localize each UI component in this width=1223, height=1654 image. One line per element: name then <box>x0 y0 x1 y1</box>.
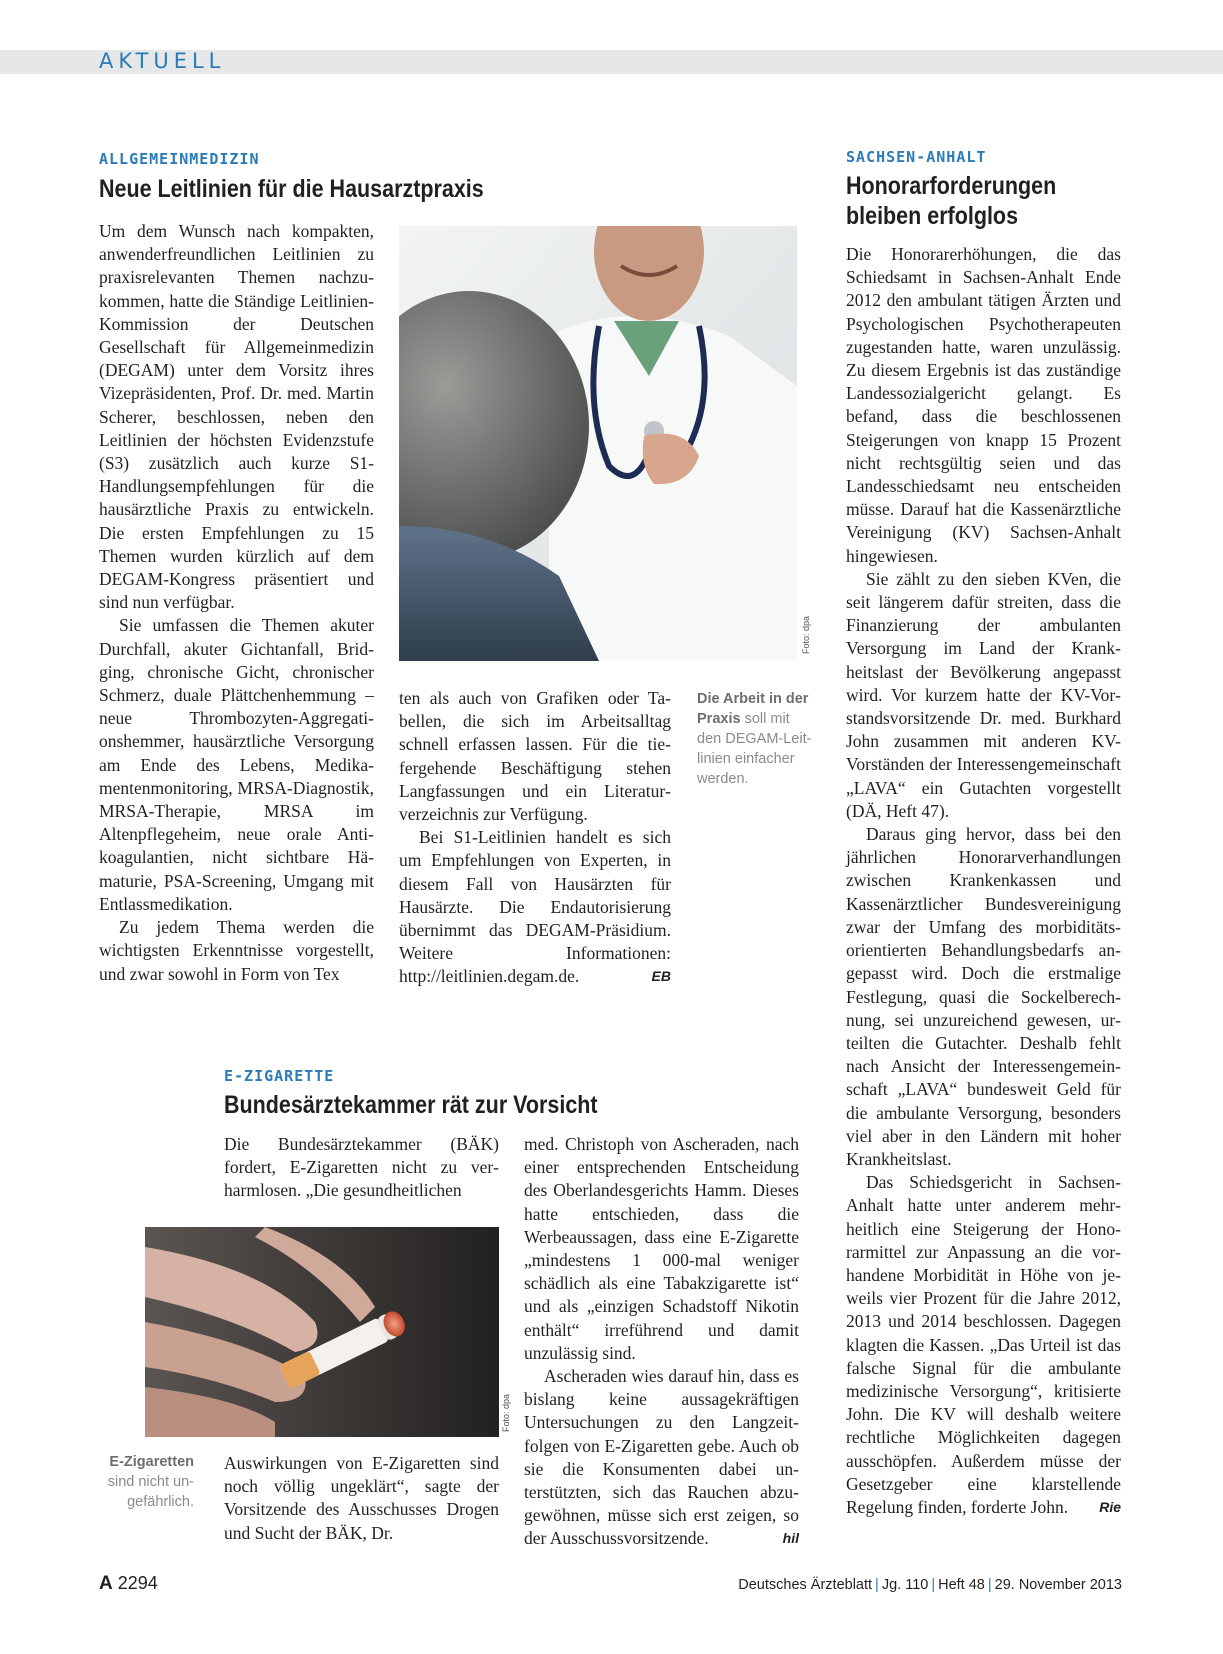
article1-caption <box>697 689 817 789</box>
cigarette-photo-illustration <box>145 1227 499 1437</box>
article1-column-2 <box>399 687 671 989</box>
article3-paragraph <box>524 1365 799 1551</box>
article3-signature: hil <box>782 1530 799 1547</box>
article3-photo-credit: Foto: dpa <box>501 1393 511 1432</box>
cigarette-photo <box>145 1227 499 1437</box>
article3-kicker: E-ZIGARETTE <box>224 1067 335 1085</box>
doctor-photo-illustration <box>399 226 797 661</box>
article2-paragraph <box>846 1171 1121 1519</box>
journal-name: Deutsches Ärzteblatt <box>738 1577 873 1593</box>
article2-headline-line-1: Honorarforderungen <box>846 172 1057 200</box>
article2-paragraph: Die Honorarerhöhungen, die das Schiedsamt in Sachsen-Anhalt Ende 2012 den ambulant tätigen Ärzten und Psychologischen Psychotherapeuten zugestanden hatte, waren unzulässig. Zu diesem Ergebnis ist das zuständige Landessozialgericht gelangt. Es befand, dass die beschlossenen Steigerungen von knapp 15 Prozent nicht rechtsgültig seien und das Landesschiedsamt neu entscheiden müsse. Darauf hat die Kassenärztliche Vereinigung (KV) Sachsen-Anhalt hingewiesen. <box>846 244 1121 566</box>
article2-signature: Rie <box>1099 1498 1121 1515</box>
article3-paragraph: Die Bundesärztekammer (BÄK) fordert, E-Zigaretten nicht zu verharmlosen. „Die gesundheitlichen <box>224 1134 499 1201</box>
article3-paragraph-text: Ascheraden wies darauf hin, dass es bislang keine aussagekräftigen Untersuchungen zu den Langzeitfolgen von E-Zigaretten gebe. Auch ob sie die Konsumenten dabei unterstützten, sich das Rauchen abzugewöhnen, müsse sich erst zeigen, so der Ausschussvorsitzende. <box>524 1366 799 1549</box>
article1-kicker: ALLGEMEINMEDIZIN <box>99 150 260 168</box>
separator: | <box>987 1577 992 1593</box>
article2-headline-line-2: bleiben erfolglos <box>846 202 1019 230</box>
article2-paragraph-text: Das Schiedsgericht in Sachsen-Anhalt hatte unter anderem mehrheitlich eine Steigerung der Honorarmittel zur Anpassung an die vorhandene Morbidität in Höhe von jeweils vier Prozent für die Jahre 2012, 2013 und 2014 beschlossen. Dagegen klagten die Kassen. „Das Urteil ist das falsche Signal für die ambulante medizinische Versorgung“, kritisierte John. Die KV will deshalb weitere rechtliche Möglichkeiten dagegen ausschöpfen. Außerdem müsse der Gesetzgeber eine klarstellende Regelung finden, forderte John. <box>846 1172 1121 1517</box>
journal-issue: Heft 48 <box>938 1577 985 1593</box>
article2-paragraph: Daraus ging hervor, dass bei den jährlichen Honorarverhandlungen zwischen Krankenkassen und Kassenärztlicher Bundesvereinigung zwar der Umfang des morbiditätsorientierten Behandlungsbedarfs angepasst wird. Doch die erstmalige Festlegung, quasi die Sockelberechnung, sei unzureichend gewesen, urteilten die Gutachter. Deshalb fehlt nach Ansicht der Interessengemeinschaft „LAVA“ bundesweit Geld für die ambulante Versorgung, besonders viel aber in den Ländern mit hoher Krankheitslast. <box>846 824 1121 1169</box>
article3-caption-text: sind nicht ungefährlich. <box>107 1474 194 1510</box>
article1-paragraph-text: Bei S1-Leitlinien handelt es sich um Empfehlungen von Experten, in diesem Fall von Hausärzten für Hausärzte. Die Endautorisierung übernimmt das DEGAM-Präsidium. Weitere Informationen: http://leitlinien.degam.de. <box>399 827 671 987</box>
article3-column-2 <box>524 1133 799 1551</box>
journal-volume: Jg. 110 <box>881 1577 929 1593</box>
page-number <box>99 1573 158 1595</box>
doctor-photo <box>399 226 797 661</box>
article3-column-1-top <box>224 1133 499 1203</box>
journal-date: 29. November 2013 <box>994 1577 1122 1593</box>
article1-photo-credit: Foto: dpa <box>801 615 811 654</box>
article3-caption-bold: E-Zigaretten <box>109 1454 194 1470</box>
article2-kicker: SACHSEN-ANHALT <box>846 148 987 166</box>
journal-info <box>738 1577 1122 1593</box>
article3-column-1-bottom <box>224 1452 499 1545</box>
article1-paragraph: ten als auch von Grafiken oder Tabellen, die sich im Arbeitsalltag schnell erfassen lassen. Für die tiefergehende Beschäftigung stehen Langfassungen und ein Literaturverzeichnis zur Verfügung. <box>399 688 671 825</box>
page-number-prefix: A <box>99 1573 113 1594</box>
article1-column-1 <box>99 220 374 986</box>
article1-caption-bold: Die Arbeit in der Praxis <box>697 691 809 727</box>
article3-headline: Bundesärztekammer rät zur Vorsicht <box>224 1091 598 1119</box>
article1-paragraph: Um dem Wunsch nach kompakten, anwenderfreundlichen Leitlinien zu praxisrelevanten Themen nachzukommen, hatte die Ständige Leitlinien-Kommission der Deutschen Gesellschaft für Allgemeinmedizin (DEGAM) unter dem Vorsitz ihres Vizepräsidenten, Prof. Dr. med. Martin Scherer, beschlossen, neben den Leitlinien der höchsten Evidenzstufe (S3) zusätzlich auch kurze S1-Handlungsempfehlungen für die hausärztliche Praxis zu entwickeln. Die ersten Empfehlungen zu 15 Themen wurden kürzlich auf dem DEGAM-Kongress präsentiert und sind nun verfügbar. <box>99 221 374 613</box>
article1-paragraph: Zu jedem Thema werden die wichtigsten Erkenntnisse vorgestellt, und zwar sowohl in Form von Tex <box>99 917 374 984</box>
article3-paragraph: Auswirkungen von E-Zigaretten sind noch völlig ungeklärt“, sagte der Vorsitzende des Ausschusses Drogen und Sucht der BÄK, Dr. <box>224 1453 499 1543</box>
article2-column <box>846 243 1121 1519</box>
article2-paragraph: Sie zählt zu den sieben KVen, die seit längerem dafür streiten, dass die Finanzierung der ambulanten Versorgung im Land der Krankheitslast der Bevölkerung angepasst wird. Vor kurzem hatte der KV-Vorstandsvorsitzende Dr. med. Burkhard John zusammen mit anderen KV-Vorständen der Interessengemeinschaft „LAVA“ ein Gutachten vorgestellt (DÄ, Heft 47). <box>846 568 1121 821</box>
article1-paragraph: Sie umfassen die Themen akuter Durchfall, akuter Gichtanfall, Bridging, chronische Gicht, chronischer Schmerz, duale Plättchenhemmung – neue Thrombozyten-Aggregationshemmer, hausärztliche Versorgung am Ende des Lebens, Medikamentenmonitoring, MRSA-Diagnostik, MRSA-Therapie, MRSA im Altenpflegeheim, neue orale Antikoagulantien, nicht sichtbare Hämaturie, PSA-Screening, Umgang mit Entlassmedikation. <box>99 615 374 914</box>
section-label: AKTUELL <box>99 49 226 73</box>
page-number-value: 2294 <box>117 1573 158 1593</box>
article1-paragraph <box>399 826 671 988</box>
separator: | <box>931 1577 936 1593</box>
article3-paragraph: med. Christoph von Ascheraden, nach einer entsprechenden Entscheidung des Oberlandesgerichts Hamm. Dieses hatte entschieden, dass die Werbeaussagen, dass eine E-Zigarette „mindestens 1 000-mal weniger schädlich als eine Tabakzigarette ist“ und als „einzigen Schadstoff Nikotin enthält“ irreführend und damit unzulässig sind. <box>524 1134 799 1363</box>
article1-caption-text: soll mit den DEGAM-Leitlinien einfacher werden. <box>697 711 812 787</box>
article3-caption <box>96 1452 194 1512</box>
article1-signature: EB <box>651 968 671 985</box>
article1-headline: Neue Leitlinien für die Hausarztpraxis <box>99 175 484 203</box>
separator: | <box>875 1577 879 1593</box>
